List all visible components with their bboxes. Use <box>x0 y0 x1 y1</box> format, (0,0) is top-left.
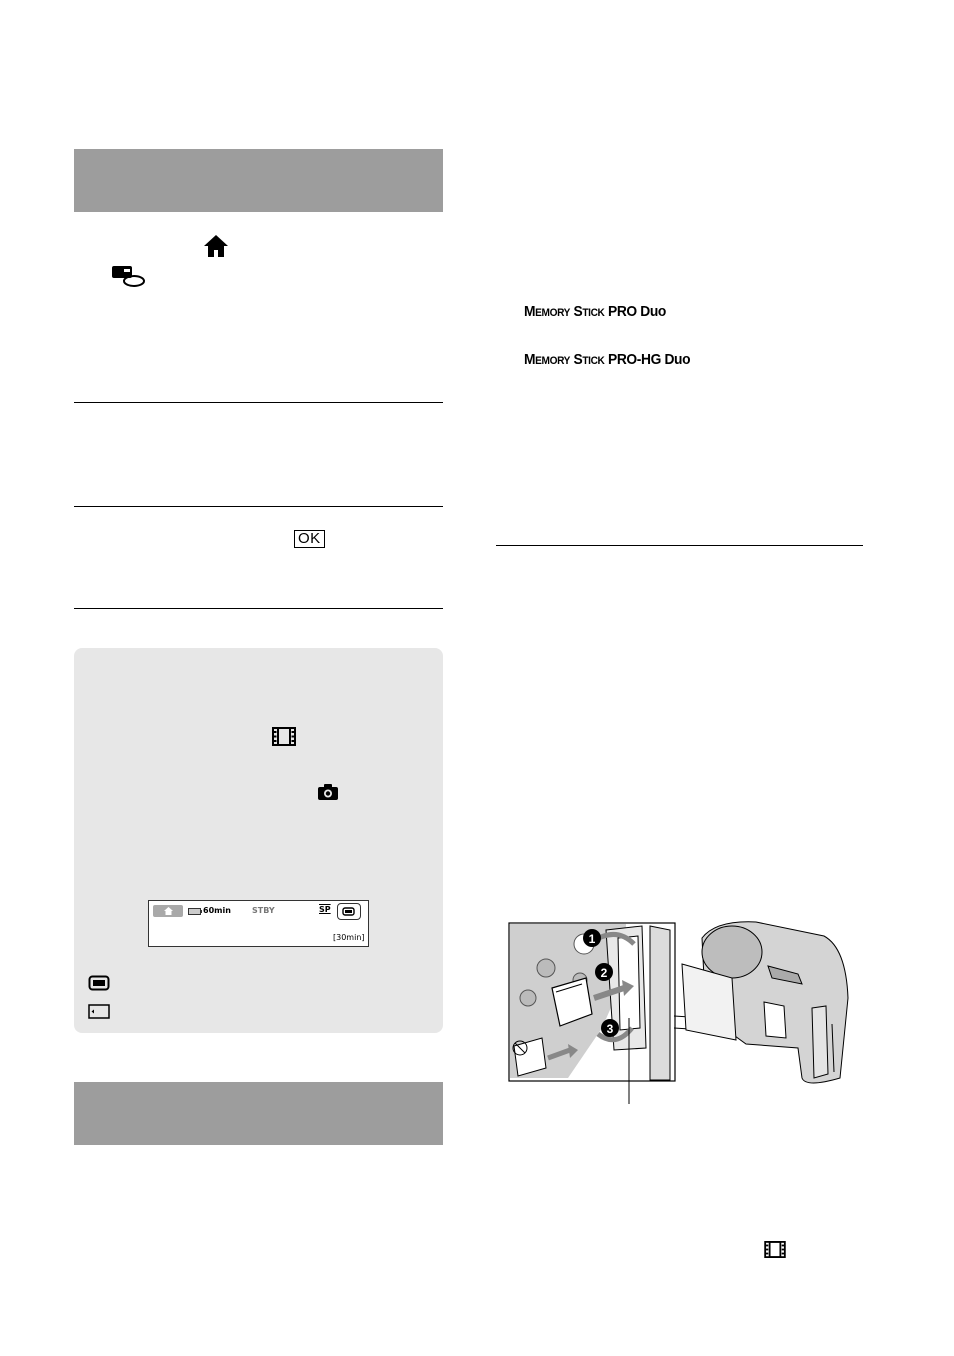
internal-memory-icon <box>342 907 355 916</box>
status-text: STBY <box>252 906 275 915</box>
battery-icon <box>188 908 202 915</box>
svg-text:1: 1 <box>588 932 596 946</box>
memory-stick-pro-hg-duo-logo: MEMORY STICK PRO-HG Duo <box>524 351 691 368</box>
camera-icon <box>317 783 339 801</box>
film-icon <box>764 1241 786 1258</box>
memory-stick-insertion-illustration <box>506 918 852 1104</box>
film-icon <box>272 727 296 746</box>
home-icon <box>164 907 173 915</box>
memory-stick-pro-duo-logo: MEMORY STICK PRO Duo <box>524 303 666 320</box>
divider <box>74 608 443 609</box>
internal-memory-icon <box>88 975 110 991</box>
lcd-screen <box>148 900 369 947</box>
divider <box>74 402 443 403</box>
lcd-home-button <box>153 905 183 917</box>
media-change-icon <box>110 265 146 289</box>
section-header-band <box>74 149 443 212</box>
divider <box>74 506 443 507</box>
ok-button-label: OK <box>294 530 325 548</box>
svg-text:2: 2 <box>600 966 608 980</box>
media-indicator-box <box>337 903 361 920</box>
section-header-band <box>74 1082 443 1145</box>
home-icon <box>203 234 229 258</box>
recording-time-remaining: [30min] <box>333 933 365 942</box>
quality-mode: SP <box>319 905 331 914</box>
memory-stick-icon <box>88 1004 110 1019</box>
battery-remaining: 60min <box>203 906 231 915</box>
svg-text:3: 3 <box>606 1022 614 1036</box>
divider <box>496 545 863 546</box>
note-box <box>74 648 443 1033</box>
